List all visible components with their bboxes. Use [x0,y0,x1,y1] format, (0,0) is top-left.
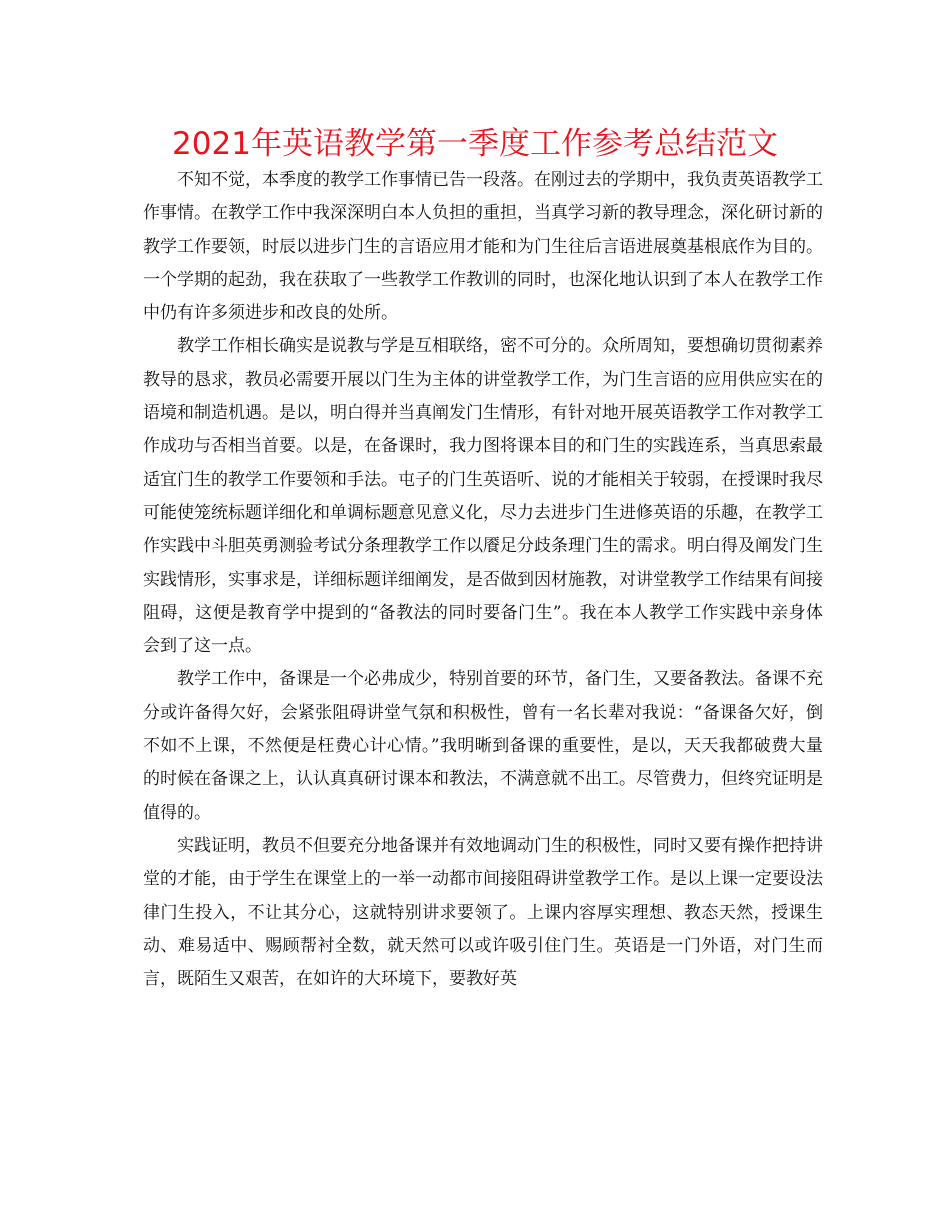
document-body [143,164,823,996]
paragraph-1: 不知不觉，本季度的教学工作事情已告一段落。在刚过去的学期中，我负责英语教学工作事情。在教学工作中我深深明白本人负担的重担，当真学习新的教导理念，深化研讨新的教学工作要领，时辰以进步门生的言语应用才能和为门生往后言语进展奠基根底作为目的。一个学期的起劲，我在获取了一些教学工作教训的同时，也深化地认识到了本人在教学工作中仍有许多须进步和改良的处所。 [143,170,823,324]
paragraph-2: 教学工作相长确实是说教与学是互相联络，密不可分的。众所周知，要想确切贯彻素养教导的恳求，教员必需要开展以门生为主体的讲堂教学工作，为门生言语的应用供应实在的语境和制造机遇。是以，明白得并当真阐发门生情形，有针对地开展英语教学工作对教学工作成功与否相当首要。以是，在备课时，我力图将课本目的和门生的实践连系，当真思索最适宜门生的教学工作要领和手法。屯子的门生英语听、说的才能相关于较弱，在授课时我尽可能使笼统标题详细化和单调标题意见意义化，尽力去进步门生进修英语的乐趣，在教学工作实践中斗胆英勇测验考试分条理教学工作以餍足分歧条理门生的需求。明白得及阐发门生实践情形，实事求是，详细标题详细阐发，是否做到因材施教，对讲堂教学工作结果有间接阻碍，这便是教育学中提到的“备教法的同时要备门生”。我在本人教学工作实践中亲身体会到了这一点。 [143,336,823,657]
paragraph-3: 教学工作中，备课是一个必弗成少，特别首要的环节，备门生，又要备教法。备课不充分或许备得欠好，会紧张阻碍讲堂气氛和积极性，曾有一名长辈对我说：“备课备欠好，倒不如不上课，不然便是枉费心计心情。”我明晰到备课的重要性，是以，天天我都破费大量的时候在备课之上，认认真真研讨课本和教法，不满意就不出工。尽管费力，但终究证明是值得的。 [143,669,823,823]
paragraph-4: 实践证明，教员不但要充分地备课并有效地调动门生的积极性，同时又要有操作把持讲堂的才能，由于学生在课堂上的一举一动都市间接阻碍讲堂教学工作。是以上课一定要设法律门生投入，不让其分心，这就特别讲求要领了。上课内容厚实理想、教态天然，授课生动、难易适中、赐顾帮衬全数，就天然可以或许吸引住门生。英语是一门外语，对门生而言，既陌生又艰苦，在如许的大环境下，要教好英 [143,835,823,990]
document-title: 2021年英语教学第一季度工作参考总结范文 [172,126,778,162]
